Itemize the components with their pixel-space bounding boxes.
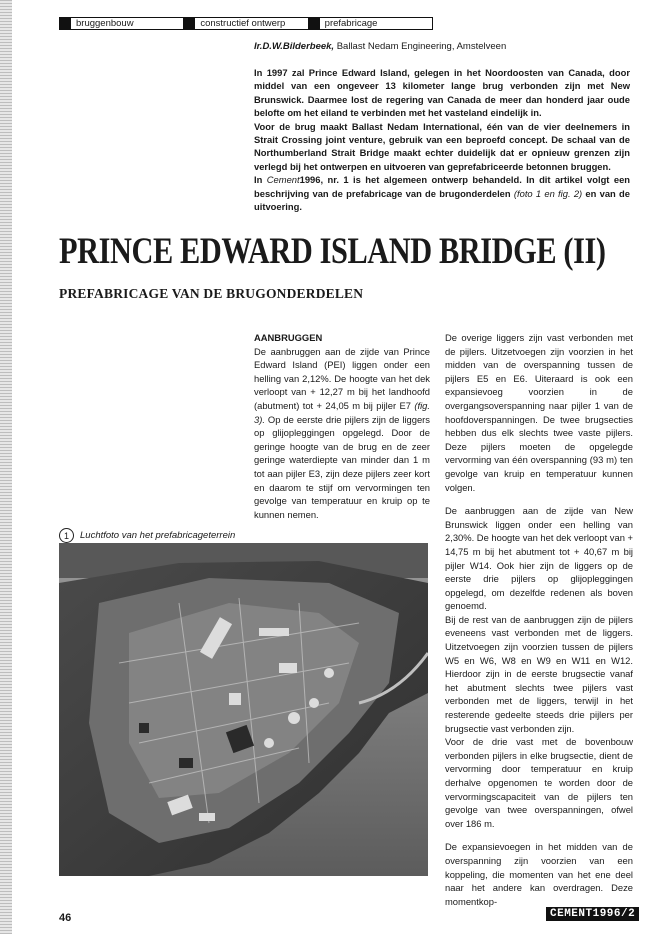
journal-badge: CEMENT1996/2	[546, 907, 639, 921]
body-paragraph: De aanbruggen aan de zijde van New Brunswick liggen onder een helling van 2,30%. De hoogte van het dek verloopt van + 14,75 m bij het abutment tot + 40,67 m bij pijler W14. Ook hier zijn de liggers op de eerste drie pijlers op glijopleggingen opgelegd, om dezelfde redenen als boven genoemd.	[445, 505, 633, 612]
intro-text: In	[254, 174, 267, 186]
body-text: De aanbruggen aan de zijde van Prince Edward Island (PEI) liggen onder een helling van 2,12%. De hoogte van het dek verloopt van + 12,27 m bij het landhoofd (abutment) tot + 24,05 m bij pijler E7	[254, 345, 430, 411]
body-column-1	[254, 331, 430, 521]
page-number: 46	[59, 912, 72, 924]
figure-caption	[59, 528, 235, 543]
author-line	[254, 41, 506, 52]
tab-marker	[309, 18, 320, 29]
author-affiliation: Ballast Nedam Engineering, Amstelveen	[336, 41, 507, 52]
tab-marker	[60, 18, 71, 29]
figure-reference: (fig. 3).	[254, 399, 430, 425]
lead-paragraph	[254, 66, 630, 213]
journal-name: Cement	[266, 174, 300, 186]
body-paragraph	[254, 345, 430, 522]
aerial-photo-image	[59, 543, 428, 876]
intro-p3	[254, 173, 630, 213]
intro-p2: Voor de brug maakt Ballast Nedam International, één van de vier deelnemers in Strait Crossing joint venture, gebruik van een beproefd concept. De schaal van de Northumberland Strait Bridge maakt echter duidelijk dat er opnieuw grenzen zijn verlegd bij het ontwerpen en uitvoeren van geprefabriceerde betonnen bruggen.	[254, 120, 630, 172]
intro-p1: In 1997 zal Prince Edward Island, gelegen in het Noordoosten van Canada, door middel van een ongeveer 13 kilometer lange brug verbonden zijn met New Brunswick. Daarmee lost de regering van Canada de meer dan honderd jaar oude belofte om het eiland te verbinden met het vasteland eindelijk in.	[254, 67, 630, 119]
tab-marker	[184, 18, 195, 29]
tab-label: constructief ontwerp	[200, 18, 286, 29]
author-name: Ir.D.W.Bilderbeek,	[254, 41, 335, 52]
intro-text: en van de uitvoering.	[254, 187, 630, 213]
figure-reference: (foto 1 en fig. 2)	[513, 187, 583, 199]
article-subtitle: PREFABRICAGE VAN DE BRUGONDERDELEN	[59, 286, 364, 301]
page-binding-edge	[0, 0, 12, 934]
section-heading: AANBRUGGEN	[254, 332, 323, 343]
tab-label: bruggenbouw	[76, 18, 134, 29]
aerial-photo	[59, 543, 428, 876]
body-text: Op de eerste drie pijlers zijn de liggers op glijopleggingen opgelegd. Door de geringe hoogte van de brug en de zeer geringe waterdiepte van minder dan 1 m tot aan pijler E3, zijn deze pijlers zeer kort en daarom te stijf om vervormingen ten gevolge van temperatuur en kruip op te kunnen nemen.	[254, 413, 430, 520]
body-paragraph: De expansievoegen in het midden van de overspanning zijn voorzien van een koppeling, die momenten van het ene deel naar het andere kan overdragen. Deze momentkop-	[445, 841, 633, 907]
section-tabs	[59, 17, 433, 30]
tab-bruggenbouw	[60, 18, 183, 29]
body-column-2	[445, 331, 633, 908]
tab-prefabricage	[308, 18, 432, 29]
body-paragraph: De overige liggers zijn vast verbonden met de pijlers. Uitzetvoegen zijn voorzien in het midden van de overspanning tussen de pijlers E5 en E6. Uiteraard is ook een expansievoeg voorzien in de overgangsoverspanning naar pijler 1 van de hoofdoverspanningen. De twee brugsecties hebben dus elk slechts twee vaste pijlers. Deze pijlers moeten de opgelegde vervorming van één overspanning (93 m) ten gevolge van kruip en temperatuur kunnen volgen.	[445, 332, 633, 493]
tab-label: prefabricage	[324, 18, 378, 29]
figure-caption-text: Luchtfoto van het prefabricageterrein	[80, 530, 236, 541]
article-title: PRINCE EDWARD ISLAND BRIDGE (II)	[59, 231, 606, 272]
tab-constructief-ontwerp	[183, 18, 307, 29]
body-paragraph: Bij de rest van de aanbruggen zijn de pijlers eveneens vast verbonden met de liggers. Uitzetvoegen zijn voorzien tussen de pijlers W5 en W6, W8 en W9 en W11 en W12. Hierdoor zijn in de eerste brugsectie vanaf het abutment slechts twee pijlers vast verbonden met de liggers, terwijl in het resterende gedeelte steeds drie pijlers per brugsectie vast verbonden zijn.	[445, 613, 633, 734]
intro-text: 1996, nr. 1 is het algemeen ontwerp behandeld. In dit artikel volgt een beschrijving van de prefabricage van de brugonderdelen	[254, 174, 631, 199]
body-paragraph: Voor de drie vast met de bovenbouw verbonden pijlers in elke brugsectie, dient de vervorming door temperatuur en kruip derhalve opgenomen te worden door de vervormingscapaciteit van de pijlers ten gevolge van twee overspanningen, ofwel over 186 m.	[445, 736, 633, 829]
figure-number: 1	[59, 528, 74, 543]
